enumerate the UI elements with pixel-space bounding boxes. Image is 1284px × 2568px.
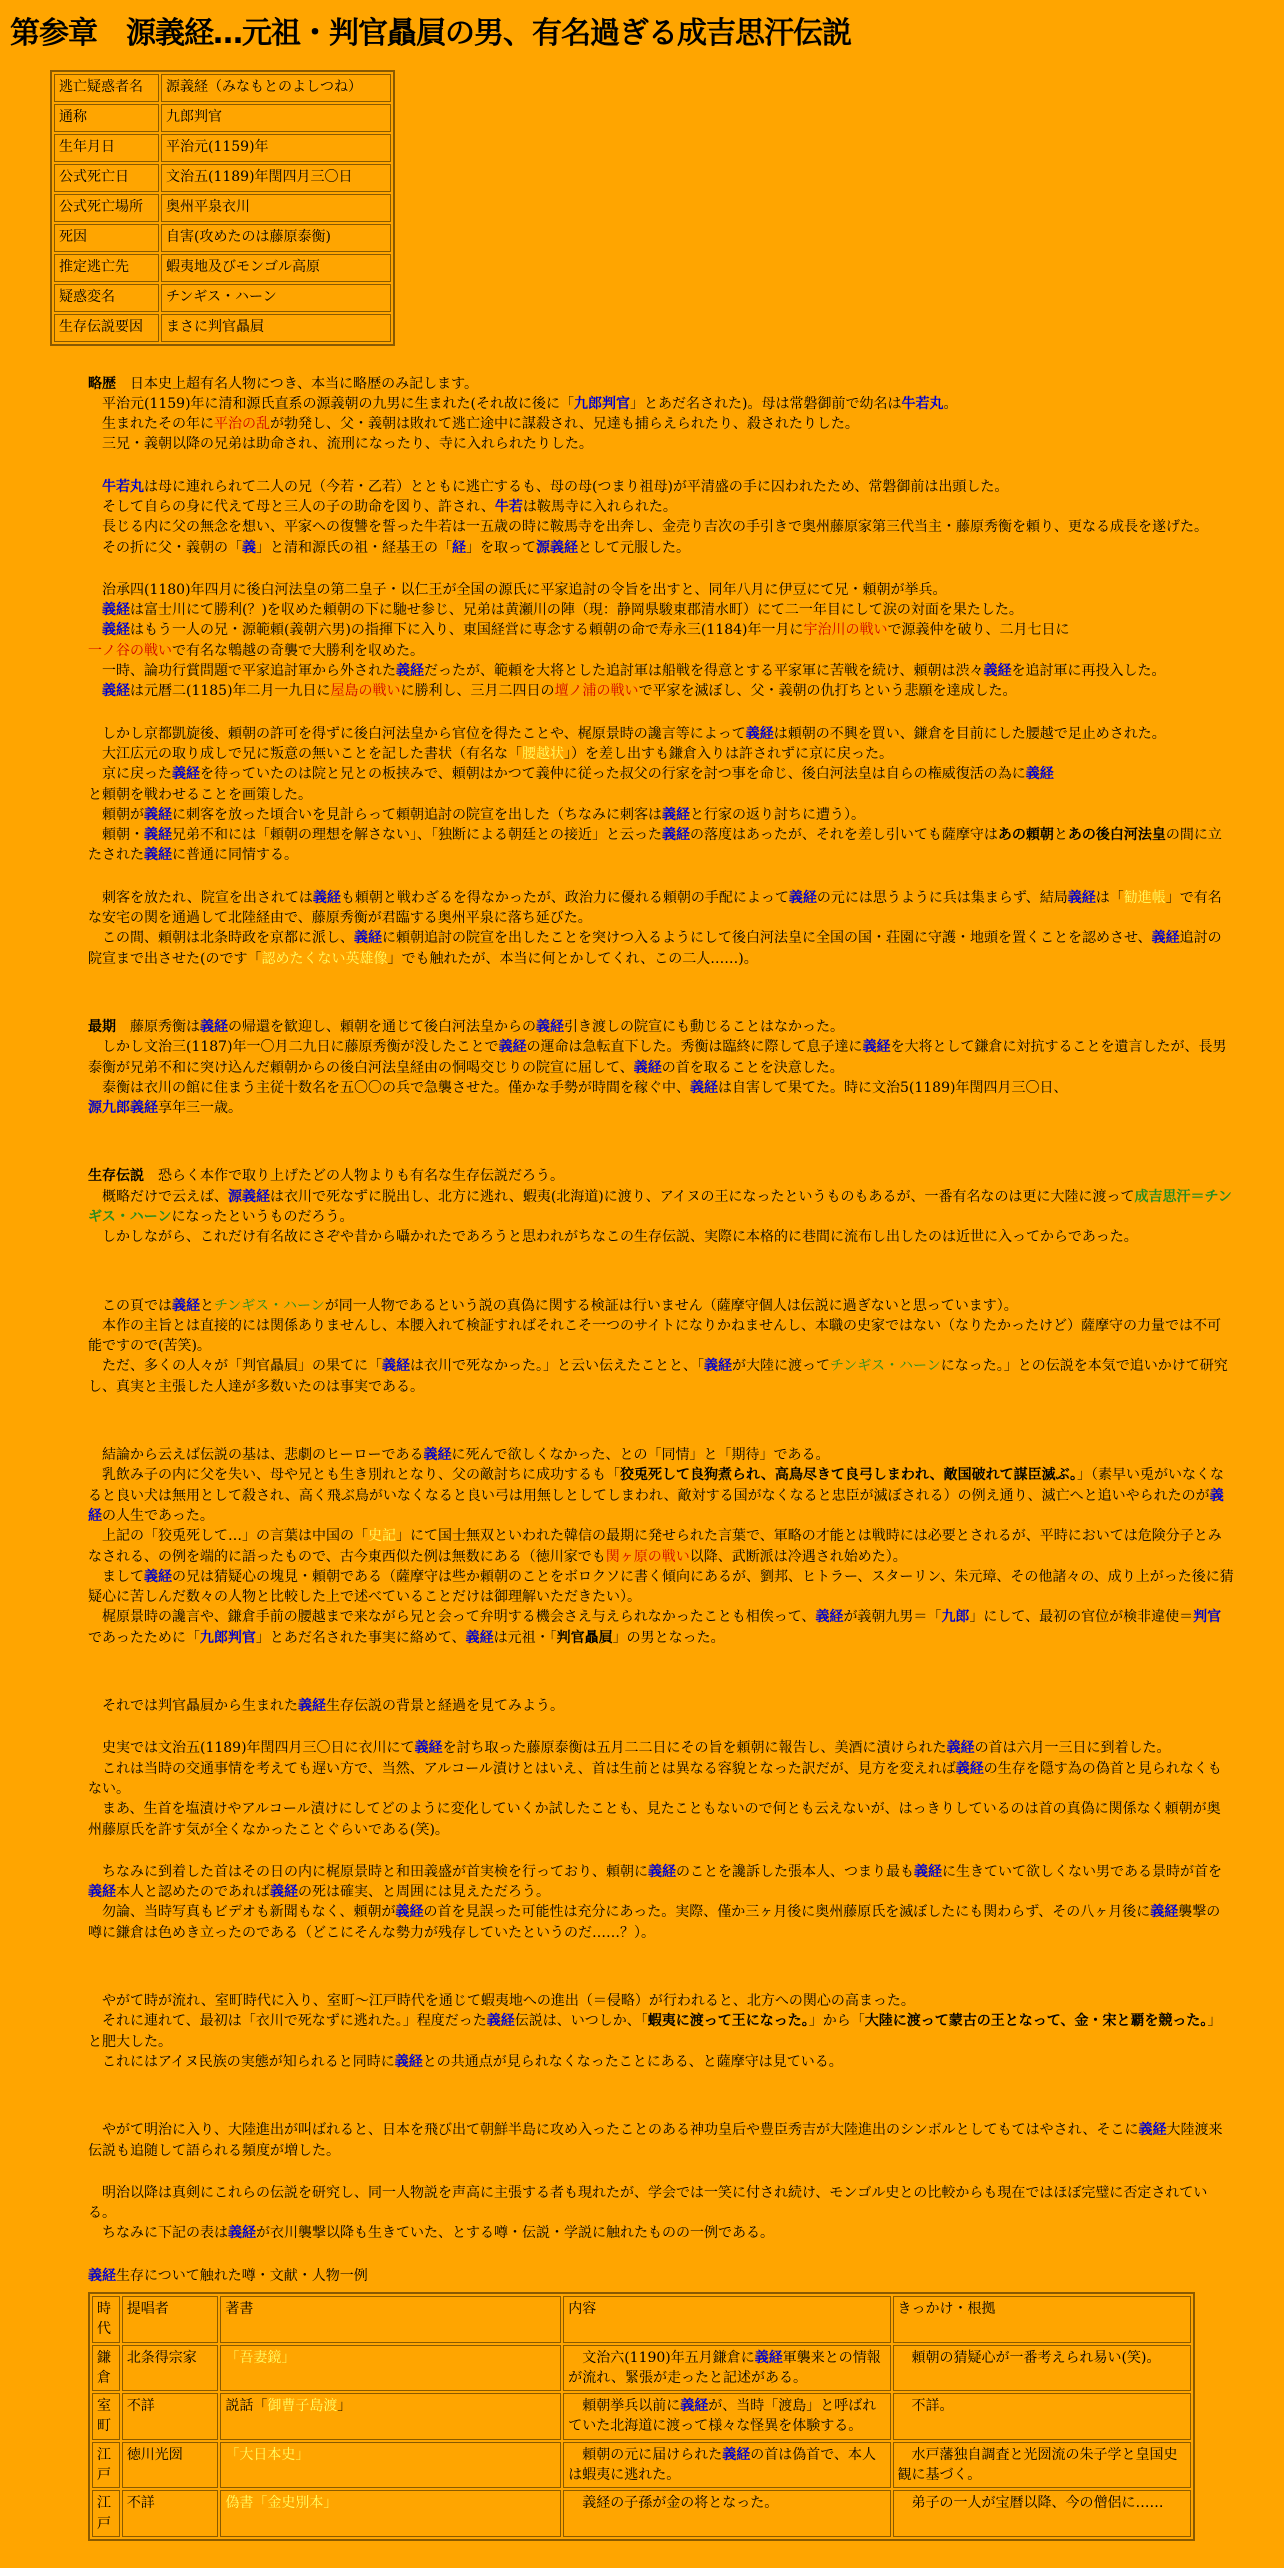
- ref-row: [92, 2490, 1191, 2537]
- paragraph: この頁では義経とチンギス・ハーンが同一人物であるという説の真偽に関する検証は行いません（薩摩守個人は伝説に過ぎないと思っています）。 本作の主旨とは直接的には関係ありませんし、本腰入れて検証すればそれこそ一つのサイトになりかねませんし、本職の史家ではない（なりたかったけど）薩摩守の力量では不可能ですので(苦笑)。 ただ、多くの人々が「判官贔屓」の果てに「義経は衣川で死なかった。」と云い伝えたことと、「義経が大陸に渡ってチンギス・ハーンになった。」との伝説を本気で追いかけて研究し、真実と主張した人達が多数いたのは事実である。: [88, 1297, 1228, 1395]
- ref-cell: [122, 2393, 219, 2440]
- info-row: [54, 224, 391, 252]
- reference-table-title: 義経生存について触れた噂・文献・人物一例: [88, 2267, 368, 2284]
- content-cell: 軍襲来との情報が流れ、緊張が走ったと記述がある。: [568, 2349, 881, 2386]
- section-death: 最期 藤原秀衡は義経の帰還を歓迎し、頼朝を通じて後白河法皇からの義経引き渡しの院宣にも動じることはなかった。 しかし文治三(1187)年一〇月二九日に藤原秀衡が没したことで義経の運命は急転直下した。秀衡は臨終に際して息子達に義経を大将として鎌倉に対抗することを遺言したが、長男泰衡が兄弟不和に突け込んだ頼朝からの後白河法皇経由の恫喝交じりの院宣に屈して、義経の首を取ることを決意した。 泰衡は衣川の館に住まう主従十数名を五〇〇の兵で急襲させた。僅かな手勢が時間を稼ぐ中、義経は自害して果てた。時に文治5(1189)年閏四月三〇日、 源九郎義経享年三一歳。: [88, 1018, 1227, 1117]
- info-row: [54, 74, 391, 102]
- paragraph: 史実では文治五(1189)年閏四月三〇日に衣川にて義経を討ち取った藤原泰衡は五月二二日にその旨を頼朝に報告し、美酒に漬けられた義経の首は六月一三日に到着した。 これは当時の交通事情を考えても遅い方で、当然、アルコール漬けとはいえ、首は生前とは異なる容貌となった訳だが、見方を変えれば義経の生存を隠す為の偽首と見られなくもない。 まあ、生首を塩漬けやアルコール漬けにしてどのように変化していくか試したことも、見たこともないので何とも云えないが、はっきりしているのは首の真偽に関係なく頼朝が奥州藤原氏を許す気が全くなかったことぐらいである(笑)。: [88, 1740, 1222, 1838]
- ref-cell: [563, 2345, 890, 2392]
- ref-cell: [122, 2490, 219, 2537]
- ref-row: [92, 2442, 1191, 2489]
- ref-row: [92, 2393, 1191, 2440]
- paragraph: やがて明治に入り、大陸進出が叫ばれると、日本を飛び出て朝鮮半島に攻め入ったことのある神功皇后や豊臣秀吉が大陸進出のシンボルとしてもてはやされ、そこに義経大陸渡来伝説も追随して語られる頻度が増した。: [88, 2122, 1223, 2159]
- ref-cell: [893, 2345, 1191, 2392]
- era-cell: 江戸: [97, 2495, 111, 2532]
- content-name: 義経: [680, 2398, 709, 2415]
- ref-cell: [893, 2490, 1191, 2537]
- info-row: [54, 194, 391, 222]
- info-value: 平治元(1159)年: [161, 134, 391, 162]
- info-key: 生年月日: [54, 134, 159, 162]
- info-value: まさに判官贔屓: [161, 314, 391, 342]
- book-title: 「大日本史」: [225, 2446, 310, 2463]
- content-name: 義経: [722, 2446, 751, 2463]
- info-row: [54, 314, 391, 342]
- info-value: 源義経（みなもとのよしつね）: [161, 74, 391, 102]
- ref-cell: [122, 2442, 219, 2489]
- info-value: 奥州平泉衣川: [161, 194, 391, 222]
- ref-header: 著書: [220, 2296, 561, 2343]
- paragraph: 牛若丸は母に連れられて二人の兄（今若・乙若）とともに逃亡するも、母の母(つまり祖母)が平清盛の手に囚われたため、常磐御前は出頭した。 そして自らの身に代えて母と三人の子の助命を図り、許され、牛若は鞍馬寺に入れられた。 長じる内に父の無念を想い、平家への復讐を誓った牛若は一五歳の時に鞍馬寺を出奔し、金売り吉次の手引きで奥州藤原家第三代当主・藤原秀衡を頼り、更なる成長を遂げた。 その折に父・義朝の「義」と清和源氏の祖・経基王の「経」を取って源義経として元服した。: [88, 478, 1208, 556]
- era-cell: 江戸: [97, 2446, 111, 2484]
- content-cell: 文治六(1190)年五月鎌倉に: [568, 2349, 755, 2366]
- reference-table: [88, 2292, 1195, 2541]
- book-title: 「吾妻鏡」: [225, 2349, 296, 2366]
- section-heading: 最期: [88, 1018, 116, 1035]
- era-cell: 室町: [97, 2398, 111, 2435]
- ref-cell: [220, 2490, 561, 2537]
- ref-cell: [563, 2393, 890, 2440]
- ref-cell: [220, 2442, 561, 2489]
- content-cell: 頼朝挙兵以前に: [568, 2398, 681, 2415]
- ref-cell: [122, 2345, 219, 2392]
- info-value: 文治五(1189)年閏四月三〇日: [161, 164, 391, 192]
- ref-header: きっかけ・根拠: [893, 2296, 1191, 2343]
- content-name: 義経: [754, 2349, 783, 2366]
- info-value: 自害(攻めたのは藤原泰衡): [161, 224, 391, 252]
- info-key: 公式死亡日: [54, 164, 159, 192]
- ref-cell: [563, 2490, 890, 2537]
- proposer-cell: 不詳: [126, 2495, 155, 2512]
- proposer-cell: 北条得宗家: [126, 2349, 197, 2366]
- info-key: 生存伝説要因: [54, 314, 159, 342]
- basis-cell: 水戸藩独自調査と光圀流の朱子学と皇国史観に基づく。: [897, 2446, 1178, 2484]
- basis-cell: 弟子の一人が宝暦以降、今の僧侶に……: [897, 2495, 1164, 2512]
- paragraph: 明治以降は真剣にこれらの伝説を研究し、同一人物説を声高に主張する者も現れたが、学会では一笑に付され続け、モンゴル史との比較からも現在ではほぼ完璧に否定されている。 ちなみに下記の表は義経が衣川襲撃以降も生きていた、とする噂・伝説・学説に触れたものの一例である。: [88, 2184, 1208, 2242]
- ref-cell: [220, 2393, 561, 2440]
- ref-header: 提唱者: [122, 2296, 219, 2343]
- info-row: [54, 254, 391, 282]
- paragraph: 刺客を放たれ、院宣を出されては義経も頼朝と戦わざるを得なかったが、政治力に優れる頼朝の手配によって義経の元には思うように兵は集まらず、結局義経は「勧進帳」で有名な安宅の関を通過して北陸経由で、藤原秀衡が君臨する奥州平泉に落ち延びた。 この間、頼朝は北条時政を京都に派し、義経に頼朝追討の院宣を出したことを突けつ入るようにして後白河法皇に全国の国・荘園に守護・地頭を置くことを認めさせ、義経追討の院宣まで出させた(のです「認めたくない英雄像」でも触れたが、本当に何とかしてくれ、この二人……)。: [88, 889, 1222, 967]
- section-heading: 生存伝説: [88, 1168, 144, 1185]
- page-title: 第参章 源義経…元祖・判官贔屓の男、有名過ぎる成吉思汗伝説: [10, 16, 851, 51]
- ref-cell: [893, 2393, 1191, 2440]
- content-cell: 義経の子孫が金の将となった。: [568, 2495, 779, 2512]
- content-cell: 頼朝の元に届けられた: [568, 2446, 723, 2463]
- ref-cell: [92, 2345, 120, 2392]
- era-cell: 鎌倉: [97, 2349, 111, 2386]
- book-cell: 」: [337, 2398, 352, 2415]
- ref-cell: [92, 2393, 120, 2440]
- info-value: チンギス・ハーン: [161, 284, 391, 312]
- section-biography: 略歴 日本史上超有名人物につき、本当に略歴のみ記します。 平治元(1159)年に清和源氏直系の源義朝の九男に生まれた(それ故に後に「九郎判官」とあだ名された)。母は常磐御前で幼名は牛若丸。 生まれたその年に平治の乱が勃発し、父・義朝は敗れて逃亡途中に謀殺され、兄達も捕らえられたり、殺されたりした。 三兄・義朝以降の兄弟は助命され、流刑になったり、寺に入れられたりした。: [88, 375, 958, 453]
- ref-cell: [220, 2345, 561, 2392]
- paragraph: やがて時が流れ、室町時代に入り、室町～江戸時代を通じて蝦夷地への進出（＝侵略）が行われると、北方への関心の高まった。 それに連れて、最初は「衣川で死なずに逃れた。」程度だった義経伝説は、いつしか、「蝦夷に渡って王になった。」から「大陸に渡って蒙古の王となって、金・宋と覇を競った。」と肥大した。 これにはアイヌ民族の実態が知られると同時に義経との共通点が見られなくなったことにある、と薩摩守は見ている。: [88, 1993, 1222, 2070]
- info-row: [54, 284, 391, 312]
- book-cell: 説話「: [225, 2398, 268, 2415]
- paragraph: しかし京都凱旋後、頼朝の許可を得ずに後白河法皇から官位を得たことや、梶原景時の讒言等によって義経は頼朝の不興を買い、鎌倉を目前にした腰越で足止めされた。 大江広元の取り成しで兄に叛意の無いことを記した書状（有名な「腰越状」）を差し出すも鎌倉入りは許されずに京に戻った。 京に戻った義経を待っていたのは院と兄との板挟みで、頼朝はかつて義仲に従った叔父の行家を討つ事を命じ、後白河法皇は自らの権威復活の為に義経 と頼朝を戦わせることを画策した。 頼朝が義経に刺客を放った頃合いを見計らって頼朝追討の院宣を出した（ちなみに刺客は義経と行家の返り討ちに遭う）。 頼朝・義経兄弟不和には「頼朝の理想を解さない」、「独断による朝廷との接近」と云った義経の落度はあったが、それを差し引いても薩摩守はあの頼朝とあの後白河法皇の間に立たされた義経に普通に同情する。: [88, 725, 1222, 864]
- info-key: 逃亡疑惑者名: [54, 74, 159, 102]
- paragraph: 治承四(1180)年四月に後白河法皇の第二皇子・以仁王が全国の源氏に平家追討の令旨を出すと、同年八月に伊豆にて兄・頼朝が挙兵。 義経は富士川にて勝利(？)を収めた頼朝の下に馳せ参じ、兄弟は黄瀬川の陣（現：静岡県駿東郡清水町）にて二一年目にして涙の対面を果たした。 義経はもう一人の兄・源範頼(義朝六男)の指揮下に入り、東国経営に専念する頼朝の命で寿永三(1184)年一月に宇治川の戦いで源義仲を破り、二月七日に 一ノ谷の戦いで有名な鵯越の奇襲で大勝利を収めた。 一時、論功行賞問題で平家追討軍から外された義経だったが、範頼を大将とした追討軍は船戦を得意とする平家軍に苦戦を続け、頼朝は渋々義経を追討軍に再投入した。 義経は元暦二(1185)年二月一九日に屋島の戦いに勝利し、三月二四日の壇ノ浦の戦いで平家を滅ぼし、父・義朝の仇打ちという悲願を達成した。: [88, 581, 1166, 700]
- info-key: 通称: [54, 104, 159, 132]
- info-row: [54, 134, 391, 162]
- section-survival: 生存伝説 恐らく本作で取り上げたどの人物よりも有名な生存伝説だろう。 概略だけで云えば、源義経は衣川で死なずに脱出し、北方に逃れ、蝦夷(北海道)に渡り、アイヌの王になったというものもあるが、一番有名なのは更に大陸に渡って成吉思汗＝チンギス・ハーンになったというものだろう。 しかしながら、これだけ有名故にさぞや昔から囁かれたであろうと思われがちなこの生存伝説、実際に本格的に巷間に流布し出したのは近世に入ってからであった。: [88, 1168, 1232, 1246]
- ref-header: 内容: [563, 2296, 890, 2343]
- info-table: [50, 70, 395, 346]
- info-row: [54, 104, 391, 132]
- ref-header: 時代: [92, 2296, 120, 2343]
- paragraph: それでは判官贔屓から生まれた義経生存伝説の背景と経過を見てみよう。: [88, 1698, 564, 1715]
- proposer-cell: 不詳: [126, 2398, 155, 2415]
- ref-cell: [92, 2490, 120, 2537]
- ref-cell: [92, 2442, 120, 2489]
- info-key: 疑惑変名: [54, 284, 159, 312]
- paragraph: 結論から云えば伝説の基は、悲劇のヒーローである義経に死んで欲しくなかった、との「同情」と「期待」である。 乳飲み子の内に父を失い、母や兄とも生き別れとなり、父の敵討ちに成功するも「狡兎死して良狗煮られ、高鳥尽きて良弓しまわれ、敵国破れて謀臣滅ぶ。」（素早い兎がいなくなると良い犬は無用として殺され、高く飛ぶ鳥がいなくなると良い弓は用無しとしてしまわれ、敵対する国がなくなると忠臣が滅ぼされる）の例え通り、滅亡へと追いやられたのが義経の人生であった。 上記の「狡兎死して…」の言葉は中国の「史記」にて国士無双といわれた韓信の最期に発せられた言葉で、軍略の才能とは戦時には必要とされるが、平時においては危険分子とみなされる、の例を端的に語ったもので、古今東西似た例は無数にある（徳川家でも関ヶ原の戦い以降、武断派は冷遇され始めた）。 まして義経の兄は猜疑心の塊見・頼朝である（薩摩守は些か頼朝のことをボロクソに書く傾向にあるが、劉邦、ヒトラー、スターリン、朱元璋、その他諸々の、成り上がった後に猜疑心に苦しんだ数々の人物と比較した上で述べていることだけは御理解いただきたい）。 梶原景時の讒言や、鎌倉手前の腰越まで来ながら兄と会って弁明する機会さえ与えられなかったことも相俟って、義経が義朝九男＝「九郎」にして、最初の官位が検非違使＝判官であったために「九郎判官」とあだ名された事実に絡めて、義経は元祖・「判官贔屓」の男となった。: [88, 1447, 1234, 1646]
- info-value: 九郎判官: [161, 104, 391, 132]
- ref-cell: [563, 2442, 890, 2489]
- main-content: [88, 374, 1234, 2541]
- info-key: 死因: [54, 224, 159, 252]
- proposer-cell: 徳川光圀: [126, 2446, 183, 2463]
- link-eiyuzo[interactable]: 認めたくない英雄像: [261, 950, 388, 967]
- paragraph: ちなみに到着した首はその日の内に梶原景時と和田義盛が首実検を行っており、頼朝に義経のことを讒訴した張本人、つまり最も義経に生きていて欲しくない男である景時が首を義経本人と認めたのであれば義経の死は確実、と周囲には見えただろう。 勿論、当時写真もビデオも新聞もなく、頼朝が義経の首を見誤った可能性は充分にあった。実際、僅か三ヶ月後に奥州藤原氏を滅ぼしたにも関わらず、その八ヶ月後に義経襲撃の噂に鎌倉は色めき立ったのである（どこにそんな勢力が残存していたというのだ……？）。: [88, 1863, 1222, 1941]
- ref-row: [92, 2345, 1191, 2392]
- info-row: [54, 164, 391, 192]
- info-value: 蝦夷地及びモンゴル高原: [161, 254, 391, 282]
- content-cell: の首は偽首で、本人は蝦夷に逃れた。: [568, 2446, 876, 2484]
- ref-cell: [893, 2442, 1191, 2489]
- basis-cell: 頼朝の猜疑心が一番考えられ易い(笑)。: [897, 2349, 1161, 2366]
- book-title: 偽書「金史別本」: [225, 2495, 338, 2512]
- content-cell: が、当時「渡島」と呼ばれていた北海道に渡って様々な怪異を体験する。: [568, 2398, 877, 2435]
- ref-header-row: [92, 2296, 1191, 2343]
- basis-cell: 不詳。: [897, 2398, 954, 2415]
- book-title: 御曹子島渡: [267, 2398, 338, 2415]
- info-key: 公式死亡場所: [54, 194, 159, 222]
- section-heading: 略歴: [88, 375, 116, 392]
- info-key: 推定逃亡先: [54, 254, 159, 282]
